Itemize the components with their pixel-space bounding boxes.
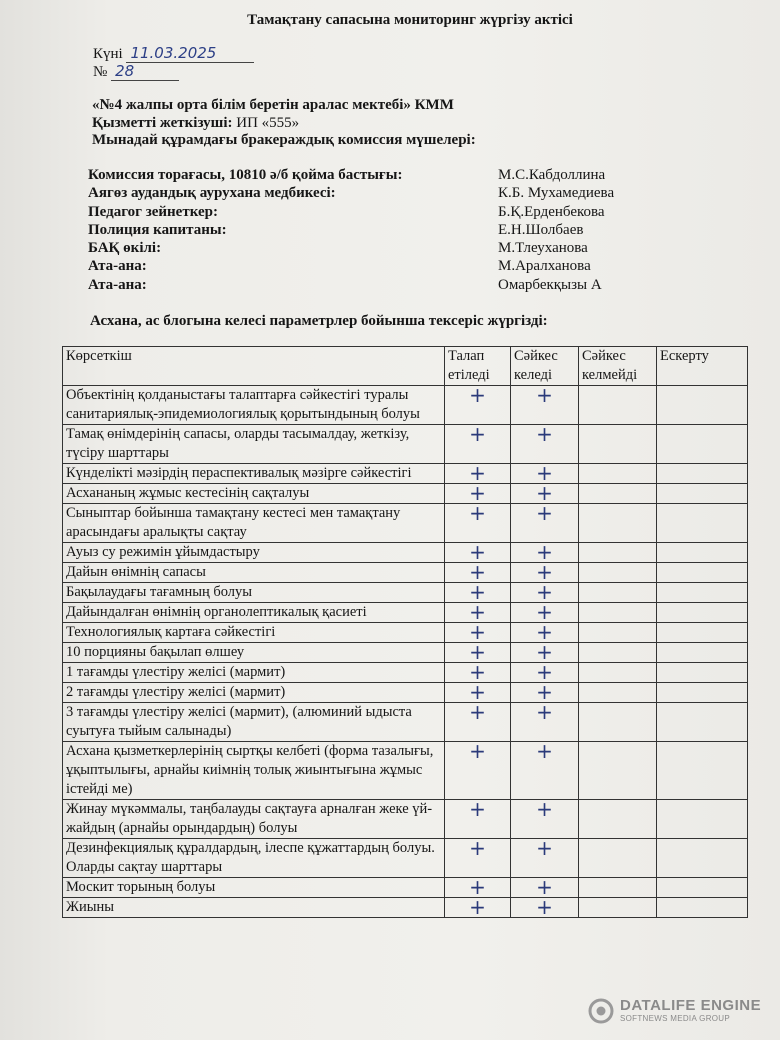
required-mark <box>445 797 511 839</box>
note-cell <box>657 839 748 878</box>
noncompliant-mark <box>579 742 657 800</box>
compliant-mark-value: + <box>536 875 553 899</box>
table-row <box>63 898 748 918</box>
note-cell <box>657 703 748 742</box>
compliant-mark <box>511 700 579 742</box>
required-mark <box>445 700 511 742</box>
compliant-mark-value: + <box>536 422 553 446</box>
commission-heading: Мынадай құрамдағы бракераждық комиссия мүшелері: <box>92 132 476 148</box>
noncompliant-mark <box>579 623 657 643</box>
required-mark-value: + <box>469 580 486 604</box>
compliant-mark <box>511 383 579 425</box>
table-row <box>63 643 748 663</box>
compliant-mark-value: + <box>536 540 553 564</box>
table-row <box>63 484 748 504</box>
school-name: «№4 жалпы орта білім беретін аралас мектебі» КММ <box>92 97 454 113</box>
required-mark-value: + <box>469 660 486 684</box>
table-row <box>63 703 748 742</box>
watermark-subtitle: SOFTNEWS MEDIA GROUP <box>620 1014 731 1023</box>
note-cell <box>657 583 748 603</box>
member-role: Педагог зейнеткер: <box>88 203 218 220</box>
note-cell <box>657 563 748 583</box>
indicator-cell: Дайындалған өнімнің органолептикалық қасиеті <box>63 603 445 623</box>
noncompliant-mark <box>579 464 657 484</box>
table-row <box>63 663 748 683</box>
required-mark-value: + <box>469 640 486 664</box>
member-name: Е.Н.Шолбаев <box>498 221 584 238</box>
commission-members <box>88 167 648 295</box>
indicator-cell: 3 тағамды үлестіру желісі (мармит), (алюминий ыдыста суытуға тыйым салынады) <box>63 703 445 742</box>
required-mark-value: + <box>469 501 486 525</box>
number-label: № <box>93 64 108 80</box>
required-mark-value: + <box>469 540 486 564</box>
compliant-mark-value: + <box>536 620 553 644</box>
supplier-line <box>92 115 299 132</box>
compliant-mark <box>511 797 579 839</box>
header-note: Ескерту <box>657 347 748 386</box>
indicator-cell: Тамақ өнімдерінің сапасы, оларды тасымалдау, жеткізу, түсіру шарттары <box>63 425 445 464</box>
table-row <box>63 839 748 878</box>
noncompliant-mark <box>579 425 657 464</box>
compliant-mark-value: + <box>536 600 553 624</box>
table-row <box>63 623 748 643</box>
compliant-mark-value: + <box>536 680 553 704</box>
table-row <box>63 386 748 425</box>
member-name: Б.Қ.Ерденбекова <box>498 203 605 220</box>
note-cell <box>657 386 748 425</box>
note-cell <box>657 603 748 623</box>
table-row <box>63 800 748 839</box>
header-compliant: Сәйкес келеді <box>511 347 579 386</box>
required-mark-value: + <box>469 797 486 821</box>
indicator-cell: Ауыз су режимін ұйымдастыру <box>63 543 445 563</box>
indicator-cell: 10 порцияны бақылап өлшеу <box>63 643 445 663</box>
note-cell <box>657 484 748 504</box>
noncompliant-mark <box>579 386 657 425</box>
noncompliant-mark <box>579 504 657 543</box>
compliant-mark-value: + <box>536 383 553 407</box>
required-mark-value: + <box>469 680 486 704</box>
required-mark-value: + <box>469 895 486 919</box>
required-mark <box>445 383 511 425</box>
member-name: М.Тлеуханова <box>498 240 588 257</box>
required-mark-value: + <box>469 600 486 624</box>
member-row <box>88 258 648 276</box>
table-header-row <box>63 347 748 386</box>
compliant-mark-value: + <box>536 501 553 525</box>
header-noncompliant: Сәйкес келмейді <box>579 347 657 386</box>
note-cell <box>657 898 748 918</box>
compliant-mark <box>511 895 579 919</box>
indicator-cell: Асхананың жұмыс кестесінің сақталуы <box>63 484 445 504</box>
watermark-name: DATALIFE ENGINE <box>620 997 762 1014</box>
noncompliant-mark <box>579 484 657 504</box>
compliant-mark-value: + <box>536 836 553 860</box>
noncompliant-mark <box>579 839 657 878</box>
required-mark-value: + <box>469 700 486 724</box>
compliant-mark <box>511 422 579 464</box>
header-required: Талап етіледі <box>445 347 511 386</box>
indicator-cell: Асхана қызметкерлерінің сыртқы келбеті (форма тазалығы, ұқыптылығы, арнайы киімнің толық жиынтығына жұмыс істейді ме) <box>63 742 445 800</box>
member-row <box>88 185 648 203</box>
member-name: К.Б. Мухамедиева <box>498 185 615 202</box>
required-mark-value: + <box>469 836 486 860</box>
member-name: М.С.Кабдоллина <box>498 167 606 183</box>
table-row <box>63 878 748 898</box>
member-row <box>88 240 648 258</box>
indicator-cell: Бақылаудағы тағамның болуы <box>63 583 445 603</box>
member-row <box>88 222 648 240</box>
inspection-intro: Асхана, ас блогына келесі параметрлер бойынша тексеріс жүргізді: <box>90 313 548 329</box>
date-value: 11.03.2025 <box>126 44 254 63</box>
noncompliant-mark <box>579 703 657 742</box>
required-mark-value: + <box>469 461 486 485</box>
compliant-mark-value: + <box>536 481 553 505</box>
supplier-value: ИП «555» <box>236 115 300 131</box>
number-line <box>93 62 179 81</box>
compliant-mark-value: + <box>536 895 553 919</box>
number-value: 28 <box>111 62 179 81</box>
header-indicator: Көрсеткіш <box>63 347 445 386</box>
noncompliant-mark <box>579 663 657 683</box>
required-mark <box>445 836 511 878</box>
table-row <box>63 504 748 543</box>
member-role: Ата-ана: <box>88 276 147 293</box>
table-row <box>63 683 748 703</box>
member-row <box>88 204 648 222</box>
inspection-table <box>62 346 748 918</box>
noncompliant-mark <box>579 800 657 839</box>
note-cell <box>657 543 748 563</box>
compliant-mark <box>511 836 579 878</box>
table-row <box>63 543 748 563</box>
member-role: Аягөз аудандық аурухана медбикесі: <box>88 185 336 202</box>
member-role: Полиция капитаны: <box>88 221 227 238</box>
compliant-mark-value: + <box>536 560 553 584</box>
noncompliant-mark <box>579 603 657 623</box>
noncompliant-mark <box>579 683 657 703</box>
indicator-cell: Күнделікті мәзірдің пераспективалық мәзірге сәйкестігі <box>63 464 445 484</box>
required-mark-value: + <box>469 739 486 763</box>
table-row <box>63 563 748 583</box>
note-cell <box>657 742 748 800</box>
watermark <box>588 996 768 1026</box>
indicator-cell: Москит торының болуы <box>63 878 445 898</box>
table-row <box>63 464 748 484</box>
indicator-cell: Дезинфекциялық құралдардың, ілеспе құжаттардың болуы. Оларды сақтау шарттары <box>63 839 445 878</box>
compliant-mark-value: + <box>536 580 553 604</box>
document-title: Тамақтану сапасына мониторинг жүргізу актісі <box>247 12 573 28</box>
date-line <box>93 44 254 63</box>
indicator-cell: 1 тағамды үлестіру желісі (мармит) <box>63 663 445 683</box>
indicator-cell: Жинау мүкәммалы, таңбалауды сақтауға арналған жеке үй-жайдың (арнайы орындардың) болуы <box>63 800 445 839</box>
required-mark <box>445 739 511 800</box>
indicator-cell: Дайын өнімнің сапасы <box>63 563 445 583</box>
indicator-cell: Жиыны <box>63 898 445 918</box>
noncompliant-mark <box>579 583 657 603</box>
note-cell <box>657 643 748 663</box>
noncompliant-mark <box>579 543 657 563</box>
table-row <box>63 583 748 603</box>
member-row <box>88 277 648 295</box>
noncompliant-mark <box>579 898 657 918</box>
required-mark <box>445 895 511 919</box>
note-cell <box>657 623 748 643</box>
table-row <box>63 425 748 464</box>
required-mark-value: + <box>469 481 486 505</box>
noncompliant-mark <box>579 878 657 898</box>
required-mark-value: + <box>469 620 486 644</box>
compliant-mark <box>511 501 579 543</box>
indicator-cell: Сыныптар бойынша тамақтану кестесі мен тамақтану арасындағы аралықты сақтау <box>63 504 445 543</box>
member-name: Омарбекқызы А <box>498 276 602 293</box>
compliant-mark-value: + <box>536 739 553 763</box>
date-label: Күні <box>93 46 123 62</box>
note-cell <box>657 504 748 543</box>
compliant-mark <box>511 739 579 800</box>
noncompliant-mark <box>579 563 657 583</box>
member-role: Комиссия торағасы, 10810 ә/б қойма бастығы: <box>88 167 403 183</box>
table-row <box>63 603 748 623</box>
indicator-cell: Объектінің қолданыстағы талаптарға сәйкестігі туралы санитариялық-эпидемиологиялық қорытындының болуы <box>63 386 445 425</box>
supplier-label: Қызметті жеткізуші: <box>92 115 233 131</box>
compliant-mark-value: + <box>536 640 553 664</box>
member-name: М.Аралханова <box>498 258 591 275</box>
required-mark-value: + <box>469 383 486 407</box>
member-row <box>88 167 648 185</box>
note-cell <box>657 464 748 484</box>
note-cell <box>657 663 748 683</box>
member-role: БАҚ өкілі: <box>88 240 162 257</box>
noncompliant-mark <box>579 643 657 663</box>
datalife-logo-icon <box>588 998 614 1024</box>
note-cell <box>657 683 748 703</box>
required-mark <box>445 501 511 543</box>
note-cell <box>657 800 748 839</box>
indicator-cell: 2 тағамды үлестіру желісі (мармит) <box>63 683 445 703</box>
note-cell <box>657 878 748 898</box>
compliant-mark-value: + <box>536 797 553 821</box>
note-cell <box>657 425 748 464</box>
required-mark-value: + <box>469 875 486 899</box>
compliant-mark-value: + <box>536 461 553 485</box>
required-mark-value: + <box>469 422 486 446</box>
compliant-mark-value: + <box>536 700 553 724</box>
compliant-mark-value: + <box>536 660 553 684</box>
member-role: Ата-ана: <box>88 258 147 275</box>
required-mark <box>445 422 511 464</box>
required-mark-value: + <box>469 560 486 584</box>
table-row <box>63 742 748 800</box>
indicator-cell: Технологиялық картаға сәйкестігі <box>63 623 445 643</box>
